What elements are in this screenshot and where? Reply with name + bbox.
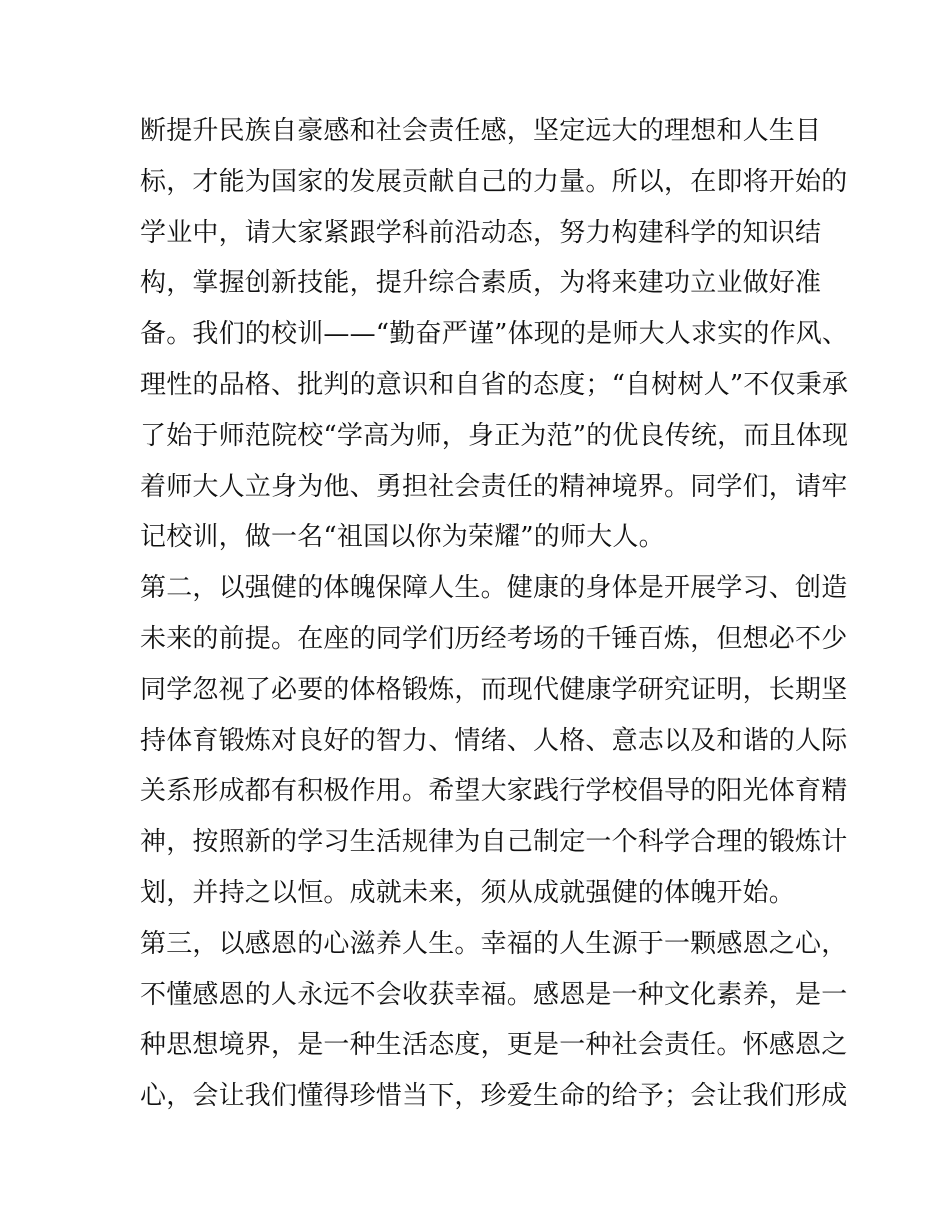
text-line: 备。我们的校训——“勤奋严谨”体现的是师大人求实的作风、 <box>140 319 849 350</box>
text-line: 学业中，请大家紧跟学科前沿动态，努力构建科学的知识结 <box>140 217 822 248</box>
text-line: 未来的前提。在座的同学们历经考场的千锤百炼，但想必不少 <box>140 623 848 654</box>
text-line: 同学忽视了必要的体格锻炼，而现代健康学研究证明，长期坚 <box>140 674 848 705</box>
text-line: 记校训，做一名“祖国以你为荣耀”的师大人。 <box>140 522 665 553</box>
text-line: 理性的品格、批判的意识和自省的态度；“自树树人”不仅秉承 <box>140 369 849 400</box>
text-line: 断提升民族自豪感和社会责任感，坚定远大的理想和人生目 <box>140 116 822 146</box>
text-line: 心，会让我们懂得珍惜当下，珍爱生命的给予；会让我们形成 <box>140 1081 848 1112</box>
text-line: 神，按照新的学习生活规律为自己制定一个科学合理的锻炼计 <box>140 827 848 858</box>
text-line: 持体育锻炼对良好的智力、情绪、人格、意志以及和谐的人际 <box>140 725 848 756</box>
text-line: 第三，以感恩的心滋养人生。幸福的人生源于一颗感恩之心， <box>140 928 848 959</box>
text-line: 构，掌握创新技能，提升综合素质，为将来建功立业做好准 <box>140 268 822 299</box>
text-line: 标，才能为国家的发展贡献自己的力量。所以，在即将开始的 <box>140 166 848 197</box>
text-line: 第二，以强健的体魄保障人生。健康的身体是开展学习、创造 <box>140 573 848 604</box>
text-line: 不懂感恩的人永远不会收获幸福。感恩是一种文化素养，是一 <box>140 979 848 1010</box>
text-line: 划，并持之以恒。成就未来，须从成就强健的体魄开始。 <box>140 877 796 908</box>
text-line: 关系形成都有积极作用。希望大家践行学校倡导的阳光体育精 <box>140 776 848 807</box>
text-line: 了始于师范院校“学高为师，身正为范”的优良传统，而且体现 <box>140 420 849 451</box>
body-text <box>140 106 849 1122</box>
text-line: 着师大人立身为他、勇担社会责任的精神境界。同学们，请牢 <box>140 471 848 502</box>
text-line: 种思想境界，是一种生活态度，更是一种社会责任。怀感恩之 <box>140 1030 848 1061</box>
